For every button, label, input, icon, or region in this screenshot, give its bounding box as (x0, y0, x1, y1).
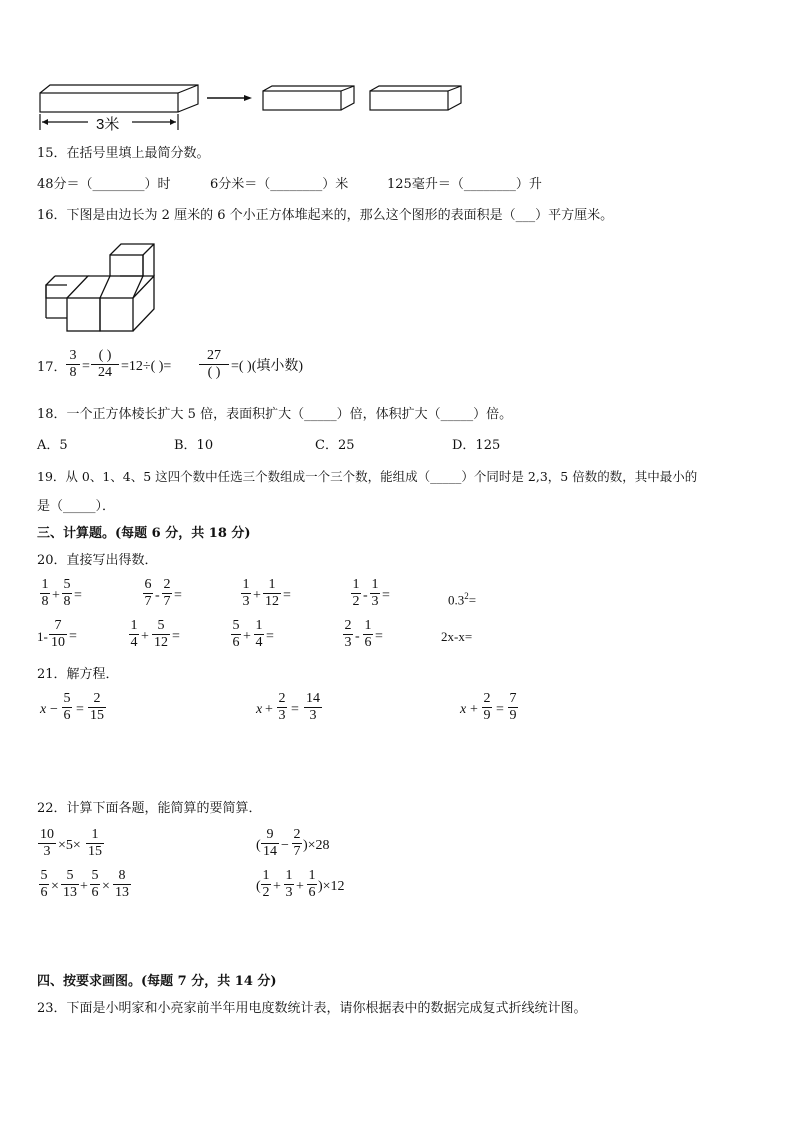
q21-e3-frac-a: 2 9 (483, 691, 491, 723)
q22-p4-frac-c: 1 6 (308, 868, 316, 900)
q22-p1-mul: ×5× (58, 838, 81, 853)
q21-e3-eq: = (496, 702, 504, 717)
q21-e2-frac-a: 2 3 (278, 691, 286, 723)
q19-line2: 是（_____）． (37, 499, 116, 514)
q20-r1c4-frac-b: 1 3 (371, 577, 379, 609)
length-label: 3米 (96, 116, 120, 133)
q20-text: 20．直接写出得数． (37, 553, 158, 568)
q21-e2-op: + (265, 702, 273, 717)
q20-r1c3-frac-a: 1 3 (242, 577, 250, 609)
q22-p1-frac-b: 1 15 (88, 827, 102, 859)
q17-mid: =12÷( )= (121, 359, 172, 374)
q18-option-a: A．5 (37, 438, 68, 453)
q22-p2-frac-a: 9 14 (263, 827, 277, 859)
q21-e1-op: − (50, 702, 58, 717)
q15-item1: 48分＝（________）时 (37, 177, 171, 192)
q22-text: 22．计算下面各题，能简算的要简算． (37, 801, 262, 816)
q20-r2c2-frac-a: 1 4 (130, 618, 138, 650)
q22-p3-frac-a: 5 6 (40, 868, 48, 900)
q20-r1c2-frac-b: 2 7 (163, 577, 171, 609)
q21-e3-frac-b: 7 9 (509, 691, 517, 723)
q20-r2c1-eq: = (69, 629, 77, 644)
q21-e1-eq: = (76, 702, 84, 717)
q20-r2c2-frac-b: 5 12 (154, 618, 168, 650)
section-3-title: 三、计算题。(每题 6 分，共 18 分) (37, 526, 251, 541)
q18-option-d: D．125 (452, 438, 501, 453)
q20-r1c4-op: - (363, 588, 368, 603)
q22-p3-frac-c: 5 6 (91, 868, 99, 900)
q17-fraction-2: ( ) 24 (91, 348, 119, 381)
q20-r1c3-frac-b: 1 12 (265, 577, 279, 609)
q20-r2c5-expr: 2x-x= (441, 629, 473, 644)
q17-prefix: 17． (37, 360, 67, 375)
q20-r2c4-frac-b: 1 6 (364, 618, 372, 650)
q21-e3-op: + (470, 702, 478, 717)
q21-text: 21．解方程． (37, 667, 119, 682)
q22-p4-op2: + (296, 879, 304, 894)
q21-e2-var: x (256, 702, 263, 717)
q22-p4-frac-a: 1 2 (262, 868, 270, 900)
q20-r1c4-eq: = (382, 588, 390, 603)
q20-r2c3-frac-b: 1 4 (255, 618, 263, 650)
q21-e1-var: x (40, 702, 47, 717)
q22-p4-frac-b: 1 3 (285, 868, 293, 900)
q22-p2-op: − (281, 838, 289, 853)
q22-p3-frac-b: 5 13 (63, 868, 77, 900)
q19-line1: 19．从 0、1、4、5 这四个数中任选三个数组成一个三个数，能组成（_____）个同时是 2,3，5 倍数的数，其中最小的 (37, 469, 698, 484)
q20-r1c2-eq: = (174, 588, 182, 603)
q22-p4-op1: + (273, 879, 281, 894)
q20-r2c3-frac-a: 5 6 (232, 618, 240, 650)
q20-r2c1-frac-b: 7 10 (51, 618, 65, 650)
q20-r1c2-op: - (155, 588, 160, 603)
section-4-title: 四、按要求画图。(每题 7 分，共 14 分) (37, 974, 277, 989)
q22-p3-m2: + (80, 879, 88, 894)
q17-fraction-1: 3 8 (66, 348, 80, 381)
q20-r2c2-eq: = (172, 629, 180, 644)
q22-p2-frac-b: 2 7 (293, 827, 301, 859)
q20-r2c4-op: - (355, 629, 360, 644)
q21-e3-var: x (460, 702, 467, 717)
q18-option-c: C．25 (315, 438, 355, 453)
q20-r2c2-op: + (141, 629, 149, 644)
q21-e1-frac-b: 2 15 (90, 691, 104, 723)
q20-r1c2-frac-a: 6 7 (144, 577, 152, 609)
q15-text: 15．在括号里填上最简分数。 (37, 146, 210, 161)
q20-r1c3-op: + (253, 588, 261, 603)
q22-p2-open: ( (256, 838, 261, 853)
q22-p3-m1: × (51, 879, 59, 894)
q22-p1-frac-a: 10 3 (40, 827, 54, 859)
q20-r2c1-lead: 1- (37, 629, 48, 644)
q20-r1c4-frac-a: 1 2 (352, 577, 360, 609)
q22-p3-m3: × (102, 879, 110, 894)
q22-p3-frac-d: 8 13 (115, 868, 129, 900)
q20-r1c3-eq: = (283, 588, 291, 603)
cube-stack-figure (0, 0, 794, 340)
q20-r1c1-frac-b: 5 8 (63, 577, 71, 609)
q23-text: 23．下面是小明家和小亮家前半年用电度数统计表，请你根据表中的数据完成复式折线统计图。 (37, 1001, 587, 1016)
q18-text: 18．一个正方体棱长扩大 5 倍，表面积扩大（_____）倍，体积扩大（_____）倍。 (37, 407, 513, 422)
q20-r2c3-op: + (243, 629, 251, 644)
q20-r2c4-eq: = (375, 629, 383, 644)
q20-r1c5-expr: $0.3^2=$ (448, 591, 477, 608)
q21-e2-eq: = (291, 702, 299, 717)
q17-fraction-3: 27 ( ) (199, 348, 229, 381)
q22-p4-close: )×12 (318, 879, 345, 894)
q17-suffix: =( )(填小数) (231, 359, 304, 374)
q18-option-b: B．10 (174, 438, 214, 453)
q20-r2c4-frac-a: 2 3 (344, 618, 352, 650)
q15-item3: 125毫升＝（________）升 (387, 177, 542, 192)
q15-item2: 6分米＝（________）米 (210, 177, 349, 192)
q22-p4-open: ( (256, 879, 261, 894)
q20-r1c1-frac-a: 1 8 (41, 577, 49, 609)
q20-r1c1-eq: = (74, 588, 82, 603)
q21-e2-frac-b: 14 3 (306, 691, 320, 723)
q21-e1-frac-a: 5 6 (63, 691, 71, 723)
q20-r2c3-eq: = (266, 629, 274, 644)
q20-r1c1-op: + (52, 588, 60, 603)
q17-eq1: = (82, 359, 90, 374)
q22-p2-close: )×28 (303, 838, 330, 853)
q16-text: 16．下图是由边长为 2 厘米的 6 个小正方体堆起来的，那么这个图形的表面积是（___）平方厘米。 (37, 208, 614, 223)
